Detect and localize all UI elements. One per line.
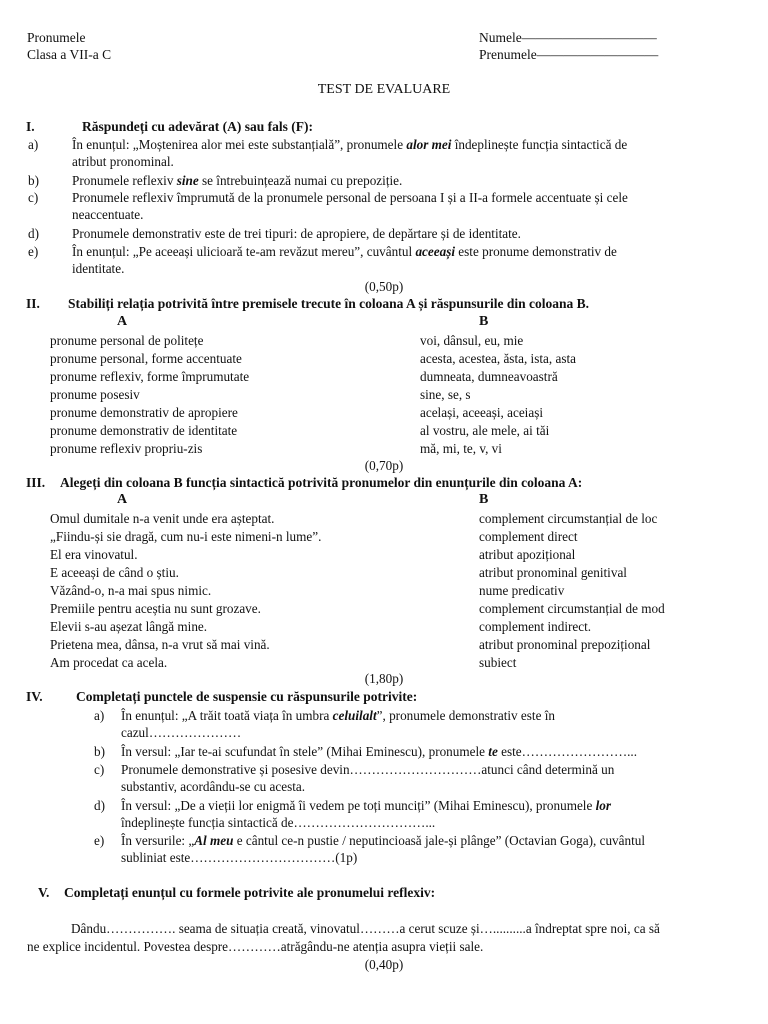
- section-1-item-b: b) Pronumele reflexiv sine se întrebuințează numai cu prepoziție.: [28, 173, 403, 188]
- section-3-col-b-item: atribut apozițional: [479, 547, 576, 562]
- section-2-col-a-item: pronume reflexiv, forme împrumutate: [50, 369, 250, 384]
- section-2-points: (0,70p): [364, 458, 404, 473]
- section-3-col-a-header: A: [117, 492, 128, 507]
- section-2-col-a-header: A: [117, 314, 128, 329]
- section-3-col-a-item: Omul dumitale n-a venit unde era așteptat.: [50, 511, 275, 526]
- header-surname-field: Prenumele—————————: [479, 47, 659, 62]
- section-2-col-a-item: pronume demonstrativ de identitate: [50, 423, 238, 438]
- section-3-col-a-item: E aceeași de când o știu.: [50, 565, 179, 580]
- section-3-col-b-item: complement circumstanțial de loc: [479, 511, 658, 526]
- section-1-points: (0,50p): [364, 279, 404, 294]
- section-3-col-b-item: complement direct: [479, 529, 578, 544]
- section-3-col-b-item: complement indirect.: [479, 619, 592, 634]
- section-2-col-b-header: B: [479, 314, 489, 329]
- section-4-item-d: d) În versul: „De a vieții lor enigmă îi vedem pe toți munciți” (Mihai Eminescu), pronumele lor îndeplinește funcția sintactică de…………………………...: [94, 798, 612, 830]
- section-4-item-c: c) Pronumele demonstrative și posesive devin…………………………atunci când determină un substantiv, acordându-se cu acesta.: [94, 762, 615, 794]
- section-3-col-a-item: Premiile pentru aceștia nu sunt grozave.: [50, 601, 261, 616]
- section-2-col-a-item: pronume demonstrativ de apropiere: [50, 405, 238, 420]
- section-5-points: (0,40p): [364, 957, 404, 972]
- section-2-col-a-item: pronume personal, forme accentuate: [50, 351, 242, 366]
- section-4-item-a: a) În enunțul: „A trăit toată viața în umbra celuilalt”, pronumele demonstrativ este în cazul…………………: [94, 708, 555, 740]
- section-3-col-b-item: nume predicativ: [479, 583, 565, 598]
- section-3-col-b-item: atribut pronominal genitival: [479, 565, 627, 580]
- section-2-col-b-item: acesta, acestea, ăsta, ista, asta: [420, 351, 576, 366]
- section-2-col-b-item: voi, dânsul, eu, mie: [420, 333, 524, 348]
- section-1-item-d: d) Pronumele demonstrativ este de trei tipuri: de apropiere, de depărtare și de identitate.: [28, 226, 521, 241]
- section-3-col-a-item: „Fiindu-și sie dragă, cum nu-i este nimeni-n lume”.: [50, 529, 322, 544]
- section-3-col-a-item: Elevii s-au așezat lângă mine.: [50, 619, 208, 634]
- section-5-heading: V. Completați enunțul cu formele potrivite ale pronumelui reflexiv:: [38, 885, 436, 900]
- section-2-col-b-item: sine, se, s: [420, 387, 471, 402]
- section-1-item-c: c) Pronumele reflexiv împrumută de la pronumele personal de persoana I și a II-a formele accentuate și cele neaccentuate.: [28, 190, 628, 222]
- section-3-col-b-item: atribut pronominal prepozițional: [479, 637, 651, 652]
- section-1-item-e: e) În enunțul: „Pe aceeași ulicioară te-am revăzut mereu”, cuvântul aceeași este pronume demonstrativ de identitate.: [28, 244, 617, 276]
- section-2-col-b-item: același, aceeași, aceiași: [420, 405, 543, 420]
- section-3-col-b-item: subiect: [479, 655, 517, 670]
- section-2-col-a-item: pronume posesiv: [50, 387, 140, 402]
- section-1-item-a: a) În enunțul: „Moștenirea alor mei este substanțială”, pronumele alor mei îndeplinește funcția sintactică de atribut pronominal.: [28, 137, 628, 169]
- section-1-heading: I. Răspundeți cu adevărat (A) sau fals (F):: [26, 119, 313, 134]
- section-3-points: (1,80p): [364, 671, 404, 686]
- header-name-field: Numele——————————: [479, 30, 657, 45]
- section-3-heading: III. Alegeți din coloana B funcția sintactică potrivită pronumelor din enunțurile din coloana A:: [26, 475, 583, 490]
- section-2-col-b-item: dumneata, dumneavoastră: [420, 369, 558, 384]
- section-2-col-b-item: mă, mi, te, v, vi: [420, 441, 502, 456]
- section-2-heading: II. Stabiliți relația potrivită între premisele trecute în coloana A și răspunsurile din coloana B.: [26, 296, 590, 311]
- section-4-item-b: b) În versul: „Iar te-ai scufundat în stele” (Mihai Eminescu), pronumele te este……………………...: [94, 744, 638, 759]
- section-5-paragraph-line1: Dându……………. seama de situația creată, vinovatul………a cerut scuze și…..........a îndreptat spre noi, ca să: [71, 921, 660, 936]
- section-2-col-a-item: pronume reflexiv propriu-zis: [50, 441, 203, 456]
- section-3-col-a-item: Prietena mea, dânsa, n-a vrut să mai vină.: [50, 637, 270, 652]
- section-2-col-a-item: pronume personal de politețe: [50, 333, 204, 348]
- section-3-col-a-item: Văzând-o, n-a mai spus nimic.: [50, 583, 212, 598]
- section-4-heading: IV. Completați punctele de suspensie cu răspunsurile potrivite:: [26, 689, 418, 704]
- header-left-line2: Clasa a VII-a C: [27, 47, 112, 62]
- page-title: TEST DE EVALUARE: [317, 82, 451, 97]
- header-left-line1: Pronumele: [27, 30, 86, 45]
- section-3-col-a-item: El era vinovatul.: [50, 547, 138, 562]
- section-2-col-b-item: al vostru, ale mele, ai tăi: [420, 423, 550, 438]
- section-3-col-b-item: complement circumstanțial de mod: [479, 601, 665, 616]
- section-5-paragraph-line2: ne explice incidentul. Povestea despre…………atrăgându-ne atenția asupra vieții sale.: [27, 939, 484, 954]
- section-3-col-a-item: Am procedat ca acela.: [50, 655, 168, 670]
- section-3-col-b-header: B: [479, 492, 489, 507]
- section-4-item-e: e) În versurile: „Al meu e cântul ce-n pustie / neputincioasă jale-și plânge” (Octavian Goga), cuvântul subliniat este……………………………(1p): [94, 833, 646, 865]
